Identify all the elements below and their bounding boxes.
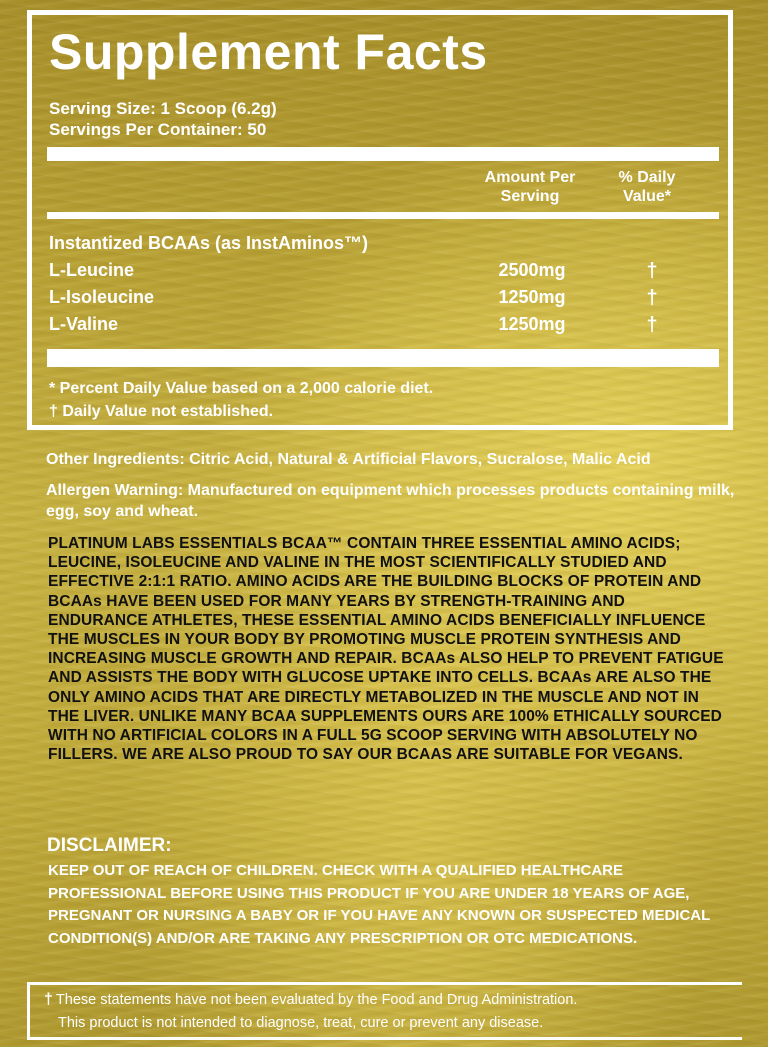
ingredient-group-title: Instantized BCAAs (as InstAminos™) bbox=[49, 233, 369, 253]
column-header-daily-value: % Daily Value* bbox=[618, 169, 676, 206]
serving-size: Serving Size: 1 Scoop (6.2g) bbox=[49, 99, 277, 118]
dagger-symbol: † bbox=[44, 991, 53, 1008]
nutrient-row bbox=[32, 287, 728, 313]
fda-statement-box bbox=[27, 982, 742, 1040]
nutrient-daily-value: † bbox=[646, 287, 658, 309]
allergen-warning: Allergen Warning: Manufactured on equipment which processes products containing milk, egg, soy and wheat. bbox=[46, 482, 735, 520]
supplement-facts-panel bbox=[27, 10, 733, 430]
footnote-dagger: † Daily Value not established. bbox=[49, 403, 274, 420]
servings-per-container: Servings Per Container: 50 bbox=[49, 120, 267, 139]
disclaimer-text: KEEP OUT OF REACH OF CHILDREN. CHECK WITH A QUALIFIED HEALTHCARE PROFESSIONAL BEFORE USING THIS PRODUCT IF YOU ARE UNDER 18 YEARS OF AGE, PREGNANT OR NURSING A BABY OR IF YOU HAVE ANY KNOWN OR SUSPECTED MEDICAL CONDITION(S) AND/OR ARE TAKING ANY PRESCRIPTION OR OTC MEDICATIONS. bbox=[48, 862, 710, 947]
other-ingredients: Other Ingredients: Citric Acid, Natural & Artificial Flavors, Sucralose, Malic Acid bbox=[46, 451, 651, 468]
panel-title: Supplement Facts bbox=[49, 24, 488, 80]
column-header-amount: Amount Per Serving bbox=[484, 169, 576, 206]
nutrient-amount: 1250mg bbox=[498, 287, 566, 307]
fda-statement-line-2: This product is not intended to diagnose, treat, cure or prevent any disease. bbox=[58, 1015, 544, 1031]
nutrient-name: L-Leucine bbox=[49, 260, 135, 280]
disclaimer-heading: DISCLAIMER: bbox=[47, 835, 172, 856]
fda-statement-line-1 bbox=[44, 991, 577, 1009]
nutrient-row bbox=[32, 260, 728, 286]
nutrient-amount: 2500mg bbox=[498, 260, 566, 280]
divider-thick bbox=[47, 147, 719, 161]
nutrient-daily-value: † bbox=[646, 260, 658, 282]
nutrient-name: L-Isoleucine bbox=[49, 287, 155, 307]
fda-statement-text-1: These statements have not been evaluated by the Food and Drug Administration. bbox=[55, 992, 578, 1008]
product-description: PLATINUM LABS ESSENTIALS BCAA™ CONTAIN THREE ESSENTIAL AMINO ACIDS; LEUCINE, ISOLEUCINE AND VALINE IN THE MOST SCIENTIFICALLY STUDIED AND EFFECTIVE 2:1:1 RATIO. AMINO ACIDS ARE THE BUILDING BLOCKS OF PROTEIN AND BCAAs HAVE BEEN USED FOR MANY YEARS BY STRENGTH-TRAINING AND ENDURANCE ATHLETES, THESE ESSENTIAL AMINO ACIDS BENEFICIALLY INFLUENCE THE MUSCLES IN YOUR BODY BY PROMOTING MUSCLE PROTEIN SYNTHESIS AND INCREASING MUSCLE GROWTH AND REPAIR. BCAAs ALSO HELP TO PREVENT FATIGUE AND ASSISTS THE BODY WITH GLUCOSE UPTAKE INTO CELLS. BCAAs ARE ALSO THE ONLY AMINO ACIDS THAT ARE DIRECTLY METABOLIZED IN THE MUSCLE AND NOT IN THE LIVER. UNLIKE MANY BCAA SUPPLEMENTS OURS ARE 100% ETHICALLY SOURCED WITH NO ARTIFICIAL COLORS IN A FULL 5G SCOOP SERVING WITH ABSOLUTELY NO FILLERS. WE ARE ALSO PROUD TO SAY OUR BCAAS ARE SUITABLE FOR VEGANS. bbox=[48, 535, 724, 764]
nutrient-daily-value: † bbox=[646, 314, 658, 336]
footnote-percent-daily-value: * Percent Daily Value based on a 2,000 calorie diet. bbox=[49, 380, 434, 397]
nutrient-amount: 1250mg bbox=[498, 314, 566, 334]
divider-thin bbox=[47, 212, 719, 219]
nutrient-name: L-Valine bbox=[49, 314, 119, 334]
divider-bottom bbox=[47, 349, 719, 367]
nutrient-row bbox=[32, 314, 728, 340]
